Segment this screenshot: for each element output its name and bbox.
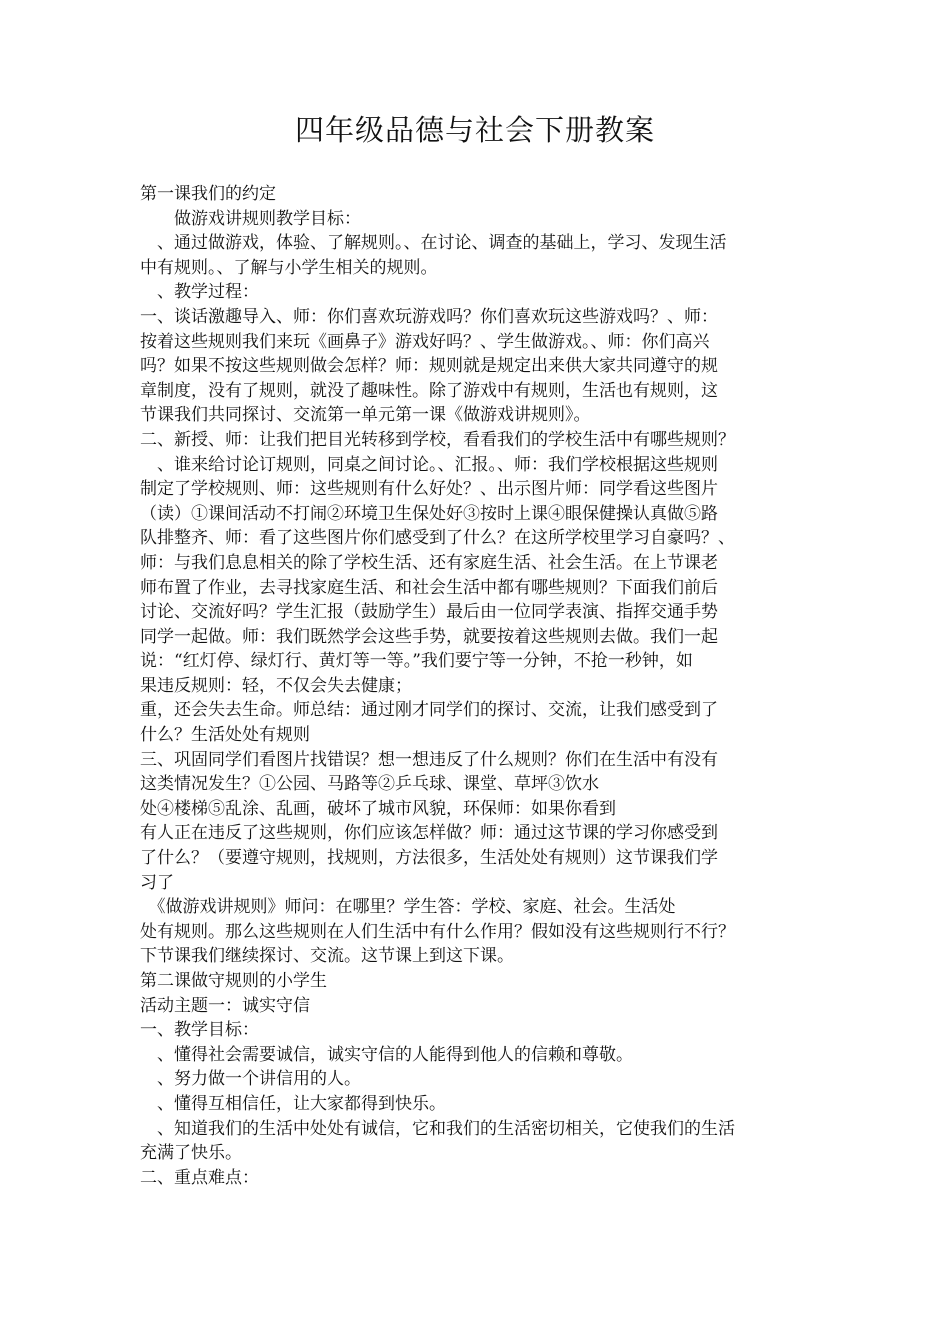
- text-line: 吗？如果不按这些规则做会怎样？师：规则就是规定出来供大家共同遵守的规: [140, 356, 718, 377]
- text-line: 、知道我们的生活中处处有诚信，它和我们的生活密切相关，它使我们的生活: [140, 1118, 735, 1139]
- text-line: 了什么？（要遵守规则，找规则，方法很多，生活处处有规则）这节课我们学: [140, 848, 718, 869]
- text-line: 制定了学校规则、师：这些规则有什么好处？、出示图片师：同学看这些图片: [140, 479, 718, 500]
- text-line: 、谁来给讨论订规则，同桌之间讨论。、汇报。、师：我们学校根据这些规则: [140, 454, 718, 475]
- text-line: 同学一起做。师：我们既然学会这些手势，就要按着这些规则去做。我们一起: [140, 626, 718, 647]
- text-line: 二、新授、师：让我们把目光转移到学校，看看我们的学校生活中有哪些规则？: [140, 429, 735, 450]
- text-line: 下节课我们继续探讨、交流。这节课上到这下课。: [140, 946, 514, 967]
- text-line: 充满了快乐。: [140, 1143, 242, 1164]
- text-line: 师布置了作业，去寻找家庭生活、和社会生活中都有哪些规则？下面我们前后: [140, 577, 718, 598]
- text-line: 果违反规则：轻，不仅会失去健康；: [140, 675, 412, 696]
- text-line: 什么？生活处处有规则: [140, 725, 310, 746]
- document-body: [140, 182, 820, 1190]
- text-line: 第一课我们的约定: [140, 184, 276, 204]
- text-line: 这类情况发生？①公园、马路等②乒乓球、课堂、草坪③饮水: [140, 774, 599, 795]
- text-line: 讨论、交流好吗？学生汇报（鼓励学生）最后由一位同学表演、指挥交通手势: [140, 602, 718, 623]
- text-line: 说：“红灯停、绿灯行、黄灯等一等。”我们要宁等一分钟，不抢一秒钟，如: [140, 651, 693, 672]
- text-line: 处④楼梯⑤乱涂、乱画，破坏了城市风貌，环保师：如果你看到: [140, 798, 616, 819]
- text-line: 《做游戏讲规则》师问：在哪里？学生答：学校、家庭、社会。生活处: [140, 897, 676, 918]
- text-line: 做游戏讲规则教学目标：: [140, 208, 361, 229]
- text-line: 、努力做一个讲信用的人。: [140, 1069, 361, 1090]
- text-line: 重，还会失去生命。师总结：通过刚才同学们的探讨、交流，让我们感受到了: [140, 700, 718, 721]
- text-line: （读）①课间活动不打闹②环境卫生保处好③按时上课④眼保健操认真做⑤路: [140, 503, 718, 524]
- text-line: 节课我们共同探讨、交流第一单元第一课《做游戏讲规则》。: [140, 405, 591, 426]
- text-line: 师：与我们息息相关的除了学校生活、还有家庭生活、社会生活。在上节课老: [140, 552, 718, 573]
- text-line: 、懂得互相信任，让大家都得到快乐。: [140, 1093, 446, 1114]
- text-line: 队排整齐、师：看了这些图片你们感受到了什么？在这所学校里学习自豪吗？、: [140, 528, 735, 549]
- document-title: 四年级品德与社会下册教案: [294, 113, 655, 147]
- text-line: 按着这些规则我们来玩《画鼻子》游戏好吗？、学生做游戏。、师：你们高兴: [140, 331, 710, 352]
- text-line: 章制度，没有了规则，就没了趣味性。除了游戏中有规则，生活也有规则，这: [140, 380, 718, 401]
- text-line: 三、巩固同学们看图片找错误？想一想违反了什么规则？你们在生活中有没有: [140, 749, 718, 770]
- text-line: 处有规则。那么这些规则在人们生活中有什么作用？假如没有这些规则行不行？: [140, 921, 735, 942]
- text-line: 一、谈话激趣导入、师：你们喜欢玩游戏吗？你们喜欢玩这些游戏吗？、师：: [140, 306, 718, 327]
- text-line: 中有规则。、了解与小学生相关的规则。: [140, 257, 438, 278]
- text-line: 习了: [140, 872, 174, 893]
- text-line: 活动主题一：诚实守信: [140, 995, 310, 1016]
- text-line: 第二课做守规则的小学生: [140, 971, 327, 991]
- text-line: 一、教学目标：: [140, 1020, 259, 1041]
- text-line: 二、重点难点：: [140, 1167, 259, 1188]
- text-line: 、通过做游戏，体验、了解规则。、在讨论、调查的基础上，学习、发现生活: [140, 233, 727, 254]
- text-line: 、教学过程：: [140, 282, 259, 303]
- text-line: 有人正在违反了这些规则，你们应该怎样做？师：通过这节课的学习你感受到: [140, 823, 718, 844]
- text-line: 、懂得社会需要诚信，诚实守信的人能得到他人的信赖和尊敬。: [140, 1044, 633, 1065]
